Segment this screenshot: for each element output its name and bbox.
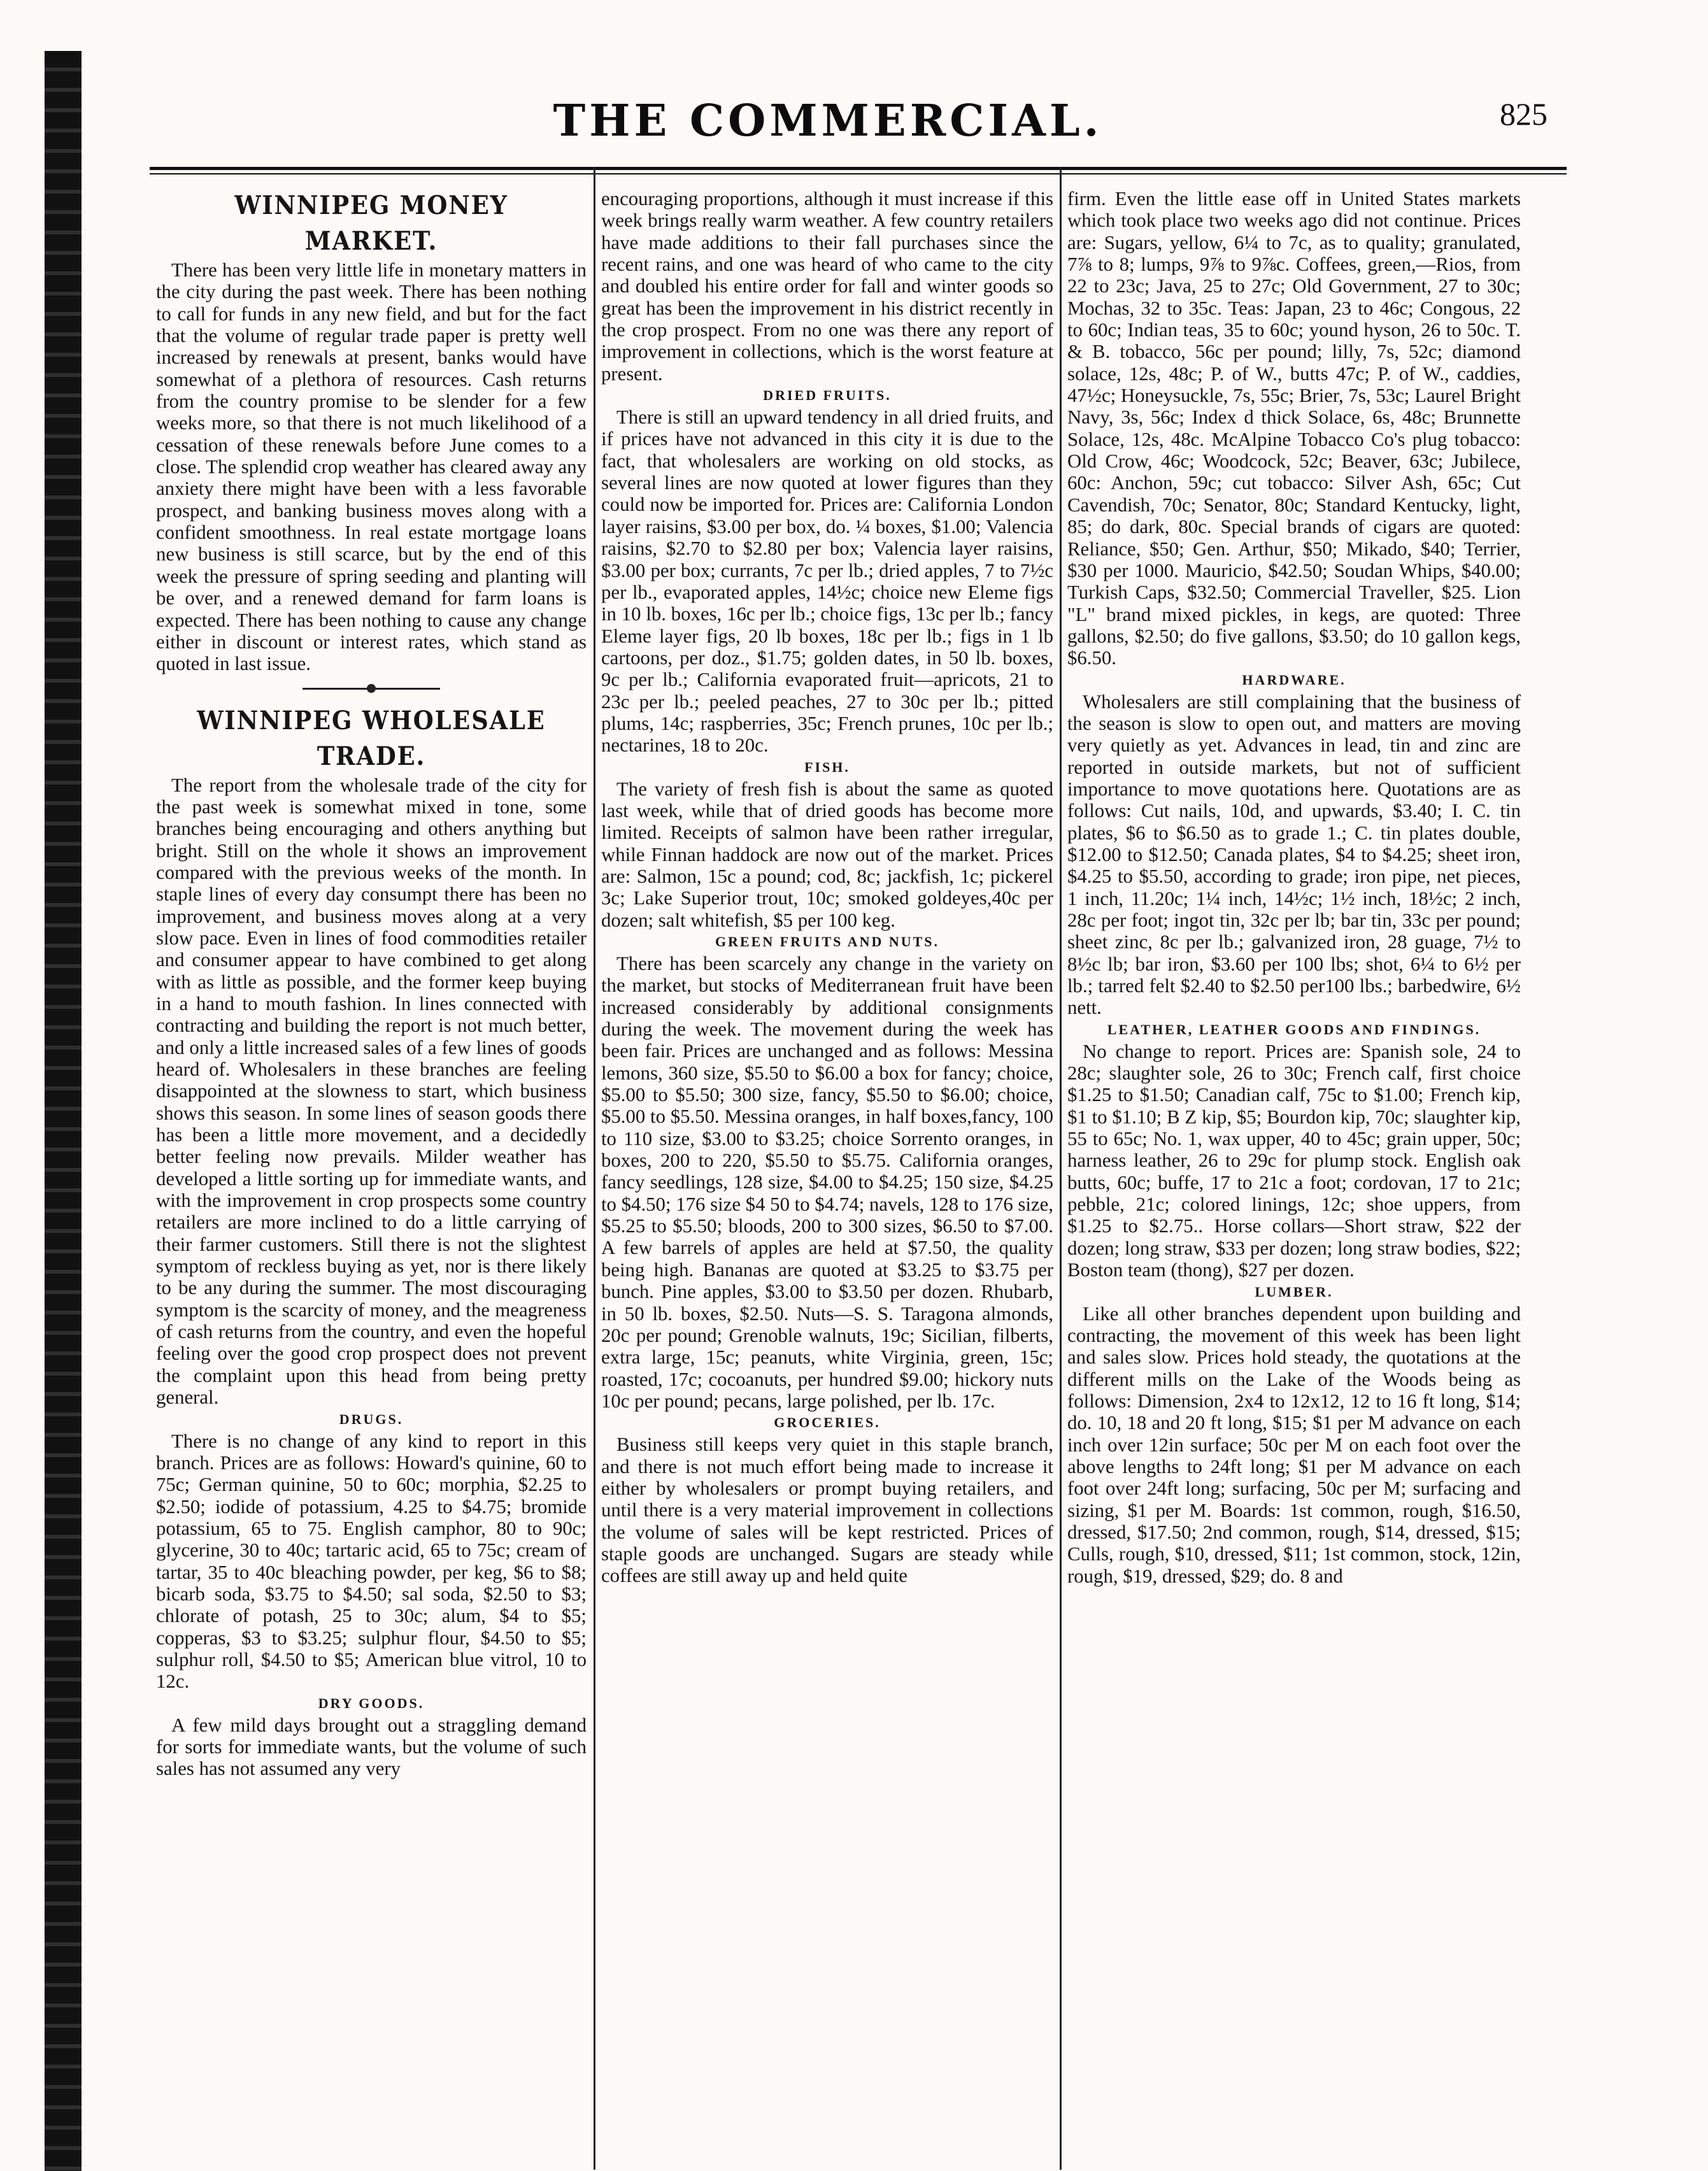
column-1 — [156, 188, 587, 2153]
subsection-heading: FISH. — [804, 758, 850, 775]
column-divider — [1060, 167, 1062, 2170]
subsection-heading: LEATHER, LEATHER GOODS AND FINDINGS. — [1107, 1021, 1481, 1037]
subsection-heading: DRY GOODS. — [318, 1695, 425, 1711]
article-paragraph: firm. Even the little ease off in United States markets which took place two weeks ago did not continue. Prices are: Sugars, yellow, 6¼ to 7c, as to quality; granulated, 7⅞ to 8; lumps, 9⅞ to 9⅞c. Coffees, green,—Rios, from 22 to 23c; Java, 25 to 27c; Old Government, 27 to 30c; Mochas, 32 to 35c. Teas: Japan, 23 to 46c; Congous, 22 to 60c; Indian teas, 35 to 60c; yound hyson, 26 to 50c. T. & B. tobacco, 56c per pound; lilly, 7s, 52c; diamond solace, 12s, 48c; P. of W., butts 47c; P. of W., caddies, 47½c; Honeysuckle, 7s, 55c; Brier, 7s, 53c; Laurel Bright Navy, 3s, 56c; Index d thick Solace, 6s, 48c; Brunnette Solace, 12s, 48c. McAlpine Tobacco Co's plug tobacco: Old Crow, 46c; Woodcock, 52c; Beaver, 63c; Jubilece, 60c: Anchon, 59c; cut tobacco: Silver Ash, 65c; Cut Cavendish, 70c; Senator, 80c; Standard Kentucky, light, 85; do dark, 80c. Special brands of cigars are quoted: Reliance, $50; Gen. Arthur, $50; Mikado, $40; Terrier, $30 per 1000. Mauricio, $42.50; Soudan Whips, $40.00; Turkish Caps, $32.50; Commercial Traveller, $25. Lion "L" brand mixed pickles, in kegs, are quoted: Three gallons, $2.50; do five gallons, $3.50; do 10 gallon kegs, $6.50. — [1067, 188, 1521, 669]
subsection-heading: GREEN FRUITS AND NUTS. — [715, 934, 940, 950]
masthead: THE COMMERCIAL. — [553, 96, 1103, 146]
subsection-heading: LUMBER. — [1255, 1283, 1334, 1300]
binding-edge — [45, 51, 82, 2171]
article-paragraph: encouraging proportions, although it must increase if this week brings really warm weather. A few country retailers have made additions to their fall purchases since the recent rains, and one was heard of who came to the city and doubled his entire order for fall and winter goods so great has been the improvement in his district recently in the crop prospect. From no one was there any report of improvement in collections, which is the worst feature at present. — [601, 188, 1053, 385]
section-heading: WINNIPEG WHOLESALE TRADE. — [197, 705, 546, 771]
section-divider — [156, 678, 587, 699]
header-rule-thin — [150, 173, 1567, 174]
column-divider — [594, 167, 595, 2170]
article-paragraph: No change to report. Prices are: Spanish sole, 24 to 28c; slaughter sole, 26 to 30c; French calf, first choice $1.25 to $1.50; Canadian calf, 75c to $1.00; French kip, $1 to $1.10; B Z kip, $5; Bourdon kip, 70c; slaughter kip, 55 to 65c; No. 1, wax upper, 40 to 45c; grain upper, 50c; harness leather, 26 to 29c for plump stock. English oak butts, 60c; buffe, 17 to 21c a foot; cordovan, 17 to 21c; pebble, 21c; colored linings, 12c; shoe uppers, from $1.25 to $2.75.. Horse collars—Short straw, $22 der dozen; long straw, $33 per dozen; long straw bodies, $22; Boston team (thong), $27 per dozen. — [1067, 1040, 1521, 1281]
article-paragraph: The report from the wholesale trade of the city for the past week is somewhat mixed in tone, some branches being encouraging and others anything but bright. Still on the whole it shows an improvement compared with the previous weeks of the month. In staple lines of every day consumpt there has been no improvement, and business moves along at a very slow pace. Even in lines of food commodities retailer and consumer appear to have combined to get along with as little as possible, and the former keep buying in a hand to mouth fashion. In lines connected with contracting and building the report is not much better, and only a little increased sales of a few lines of goods heard of. Wholesalers in these branches are feeling disappointed at the slowness to start, which business shows this season. In some lines of season goods there has been a little more movement, and a decidedly better feeling now prevails. Milder weather has developed a little sorting up for immediate wants, and with the improvement in crop prospects some country retailers are more inclined to do a little carrying of their farmer customers. Still there is not the slightest symptom of reckless buying as yet, nor is there likely to be any during the summer. The most discouraging symptom is the scarcity of money, and the meagreness of cash returns from the country, and even the hopeful feeling over the good crop prospect does not prevent the complaint upon this head from being pretty general. — [156, 774, 587, 1409]
article-paragraph: There has been very little life in monetary matters in the city during the past week. There has been nothing to call for funds in any new field, and but for the fact that the volume of regular trade paper is pretty well increased by renewals at present, banks would have somewhat of a plethora of resources. Cash returns from the country promise to be slender for a few weeks more, so that there is not much likelihood of a cessation of these renewals before June comes to a close. The splendid crop weather has cleared away any anxiety there might have been with a less favorable prospect, and banking business moves along with a confident smoothness. In real estate mortgage loans new business is still scarce, but by the end of this week the pressure of spring seeding and planting will be over, and a renewed demand for farm loans is expected. There has been nothing to cause any change either in discount or interest rates, which stand as quoted in last issue. — [156, 259, 587, 675]
page-number: 825 — [1500, 96, 1548, 132]
article-paragraph: Like all other branches dependent upon building and contracting, the movement of this week has been light and sales slow. Prices hold steady, the quotations at the different mills on the Lake of the Woods being as follows: Dimension, 2x4 to 12x12, 12 to 16 ft long, $14; do. 10, 18 and 20 ft long, $15; $1 per M advance on each inch over 12in surface; 50c per M on each foot over the above lengths to 24ft long; $1 per M advance on each foot over 24ft long; surfacing, 50c per M; surfacing and sizing, $1 per M. Boards: 1st common, rough, $16.50, dressed, $17.50; 2nd common, rough, $14, dressed, $15; Culls, rough, $10, dressed, $11; 1st common, stock, 12in, rough, $19, dressed, $29; do. 8 and — [1067, 1302, 1521, 1587]
article-paragraph: There is still an upward tendency in all dried fruits, and if prices have not advanced in this city it is due to the fact, that wholesalers are working on old stocks, as several lines are now quoted at lower figures than they could now be imported for. Prices are: California London layer raisins, $3.00 per box, do. ¼ boxes, $1.00; Valencia raisins, $2.70 to $2.80 per box; Valencia layer raisins, $3.00 per box; currants, 7c per lb.; dried apples, 7 to 7½c per lb., evaporated apples, 14½c; choice new Eleme figs in 10 lb. boxes, 16c per lb.; choice figs, 13c per lb.; fancy Eleme layer figs, 20 lb boxes, 18c per lb.; figs in 1 lb cartoons, per doz., $1.75; golden dates, in 50 lb. boxes, 9c per lb.; California evaporated fruit—apricots, 21 to 23c per lb.; peeled peaches, 27 to 30c per lb.; pitted plums, 14c; raspberries, 35c; French prunes, 10c per lb.; nectarines, 18 to 20c. — [601, 406, 1053, 757]
divider-ornament — [367, 684, 376, 693]
section-heading: WINNIPEG MONEY MARKET. — [234, 190, 508, 256]
column-3 — [1067, 188, 1521, 2153]
article-paragraph: There is no change of any kind to report in this branch. Prices are as follows: Howard's quinine, 60 to 75c; German quinine, 50 to 60c; morphia, $2.25 to $2.50; iodide of potassium, 4.25 to $4.75; bromide potassium, 65 to 75. English camphor, 80 to 90c; glycerine, 30 to 40c; tartaric acid, 65 to 75c; cream of tartar, 35 to 40c bleaching powder, per keg, $6 to $8; bicarb soda, $3.75 to $4.50; sal soda, $2.50 to $3; chlorate of potash, 25 to 30c; alum, $4 to $5; copperas, $3 to $3.25; sulphur flour, $4.50 to $5; sulphur roll, $4.50 to $5; American blue vitrol, 10 to 12c. — [156, 1430, 587, 1693]
subsection-heading: GROCERIES. — [774, 1414, 881, 1431]
article-paragraph: Business still keeps very quiet in this staple branch, and there is not much effort being made to increase it either by wholesalers or prompt buying retailers, and until there is a very material improvement in collections the volume of sales will be kept restricted. Prices of staple goods are unchanged. Sugars are steady while coffees are still away up and held quite — [601, 1434, 1053, 1587]
article-paragraph: The variety of fresh fish is about the same as quoted last week, while that of dried goods has become more limited. Receipts of salmon have been rather irregular, while Finnan haddock are now out of the market. Prices are: Salmon, 15c a pound; cod, 8c; jackfish, 1c; pickerel 3c; Lake Superior trout, 10c; smoked goldeyes,40c per dozen; salt whitefish, $5 per 100 keg. — [601, 778, 1053, 931]
subsection-heading: HARDWARE. — [1242, 671, 1346, 688]
header-rule-thick — [150, 167, 1567, 170]
subsection-heading: DRUGS. — [339, 1411, 404, 1427]
subsection-heading: DRIED FRUITS. — [763, 387, 892, 404]
article-paragraph: There has been scarcely any change in the variety on the market, but stocks of Mediterranean fruit have been increased considerably by additional consignments during the week. The movement during the week has been fair. Prices are unchanged and as follows: Messina lemons, 360 size, $5.50 to $6.00 a box for fancy; choice, $5.00 to $5.50; 300 size, fancy, $5.50 to $6.00; choice, $5.00 to $5.50. Messina oranges, in half boxes,fancy, 100 to 110 size, $3.00 to $3.25; choice Sorrento oranges, in boxes, 200 to 220, $5.50 to $5.75. California oranges, fancy seedlings, 128 size, $4.00 to $4.25; 150 size, $4.25 to $4.50; 176 size $4 50 to $4.74; navels, 128 to 176 size, $5.25 to $5.50; bloods, 200 to 300 sizes, $6.50 to $7.00. A few barrels of apples are held at $7.50, the quality being high. Bananas are quoted at $3.25 to $3.75 per bunch. Pine apples, $3.00 to $3.50 per dozen. Rhubarb, in 50 lb. boxes, $2.50. Nuts—S. S. Taragona almonds, 20c per pound; Grenoble walnuts, 19c; Sicilian, filberts, extra large, 15c; peanuts, white Virginia, green, 15c; roasted, 17c; cocoanuts, per hundred $9.00; hickory nuts 10c per pound; pecans, large polished, per lb. 17c. — [601, 953, 1053, 1412]
article-paragraph: A few mild days brought out a straggling demand for sorts for immediate wants, but the volume of such sales has not assumed any very — [156, 1714, 587, 1780]
column-2 — [601, 188, 1053, 2153]
article-paragraph: Wholesalers are still complaining that the business of the season is slow to open out, and matters are moving very quietly as yet. Advances in lead, tin and zinc are reported in outside markets, but not of sufficient importance to move quotations here. Quotations are as follows: Cut nails, 10d, and upwards, $3.40; I. C. tin plates, $6 to $6.50 as to grade 1.; C. tin plates double, $12.00 to $12.50; Canada plates, $4 to $4.25; sheet iron, $4.25 to $5.50, according to grade; iron pipe, net pieces, 1 inch, 11.20c; 1¼ inch, 14½c; 1½ inch, 18½c; 2 inch, 28c per foot; ingot tin, 32c per lb; bar tin, 33c per pound; sheet zinc, 8c per lb.; galvanized iron, 28 guage, 7½ to 8½c lb; bar iron, $3.60 per 100 lbs; shot, 6¼ to 6½ per lb.; tarred felt $2.40 to $2.50 per100 lbs.; barbedwire, 6½ nett. — [1067, 690, 1521, 1019]
